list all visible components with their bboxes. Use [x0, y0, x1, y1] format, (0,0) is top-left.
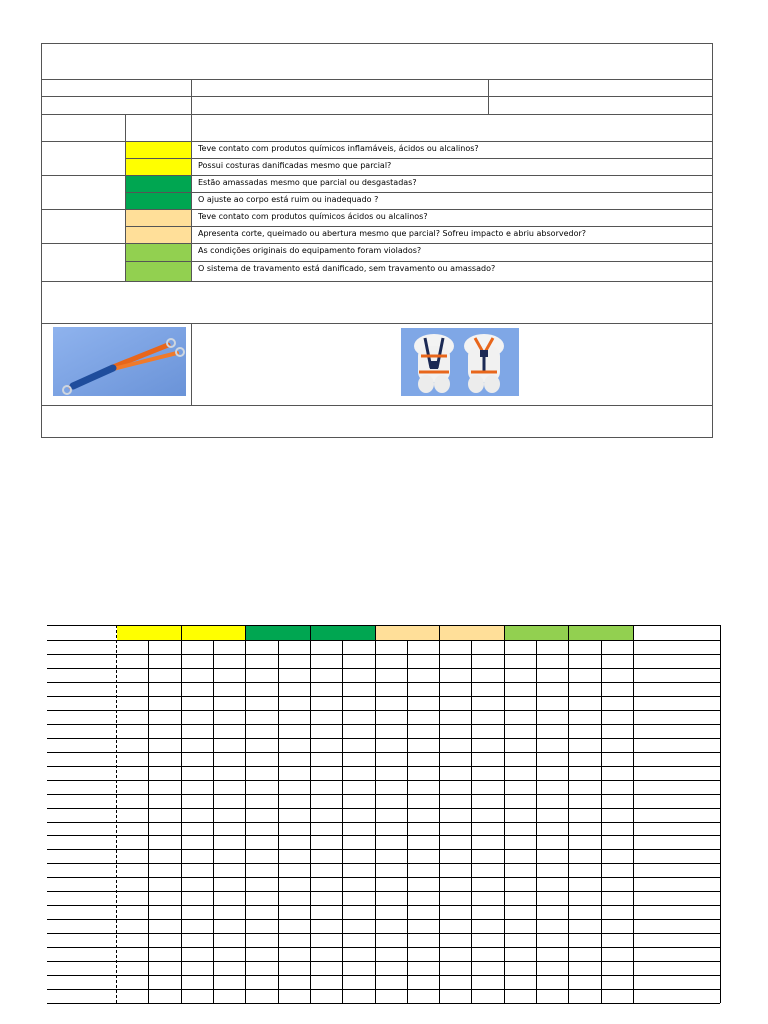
grid-line — [568, 625, 569, 1003]
form-line — [41, 405, 713, 406]
question-5: Teve contato com produtos químicos ácidos ou alcalinos? — [198, 212, 428, 221]
question-color-swatch — [126, 176, 191, 192]
question-2: Possui costuras danificadas mesmo que parcial? — [198, 161, 392, 170]
grid-header-color-cell — [376, 626, 440, 640]
question-color-swatch — [126, 193, 191, 209]
grid-header-color-cell — [440, 626, 504, 640]
form-line — [125, 226, 713, 227]
grid-line — [375, 625, 376, 1003]
question-color-swatch — [126, 159, 191, 175]
grid-line — [278, 640, 279, 1003]
form-line — [41, 281, 713, 282]
grid-line — [213, 640, 214, 1003]
form-line — [191, 114, 192, 281]
question-color-swatch — [126, 142, 191, 158]
grid-header-color-cell — [182, 626, 246, 640]
form-line — [41, 323, 713, 324]
form-line — [191, 79, 192, 114]
lanyard-image — [53, 327, 186, 396]
grid-line — [116, 625, 117, 1003]
question-3: Estão amassadas mesmo que parcial ou desgastadas? — [198, 178, 417, 187]
grid-line — [633, 625, 634, 1003]
grid-line — [601, 640, 602, 1003]
form-line — [41, 96, 713, 97]
form-line — [125, 192, 713, 193]
question-color-swatch — [126, 262, 191, 281]
grid-header-color-cell — [117, 626, 181, 640]
lanyard-illustration — [53, 327, 186, 396]
grid-line — [342, 640, 343, 1003]
question-6: Apresenta corte, queimado ou abertura mesmo que parcial? Sofreu impacto e abriu absorvedor? — [198, 229, 587, 238]
grid-line — [504, 625, 505, 1003]
question-8: O sistema de travamento está danificado, sem travamento ou amassado? — [198, 264, 496, 273]
grid-line — [536, 640, 537, 1003]
grid-header-color-cell — [246, 626, 310, 640]
question-4: O ajuste ao corpo está ruim ou inadequado ? — [198, 195, 379, 204]
question-1: Teve contato com produtos químicos inflamáveis, ácidos ou alcalinos? — [198, 144, 479, 153]
grid-line — [720, 625, 721, 1003]
form-line — [41, 114, 713, 115]
form-line — [125, 261, 713, 262]
grid-header-color-cell — [505, 626, 569, 640]
question-color-swatch — [126, 210, 191, 226]
grid-line — [439, 625, 440, 1003]
harness-image — [401, 328, 519, 396]
form-line — [488, 79, 489, 114]
grid-line — [47, 1003, 720, 1004]
grid-line — [471, 640, 472, 1003]
grid-line — [310, 625, 311, 1003]
form-line — [41, 79, 713, 80]
grid-line — [407, 640, 408, 1003]
harness-illustration — [401, 328, 519, 396]
grid-line — [181, 625, 182, 1003]
form-line — [191, 323, 192, 405]
grid-header-color-cell — [569, 626, 633, 640]
question-color-swatch — [126, 244, 191, 261]
grid-line — [245, 625, 246, 1003]
form-line — [41, 209, 713, 210]
grid-line — [148, 640, 149, 1003]
form-line — [41, 243, 713, 244]
grid-line — [47, 625, 720, 626]
question-7: As condições originais do equipamento foram violados? — [198, 246, 422, 255]
grid-header-color-cell — [311, 626, 375, 640]
question-color-swatch — [126, 227, 191, 243]
form-line — [41, 175, 713, 176]
form-line — [125, 158, 713, 159]
